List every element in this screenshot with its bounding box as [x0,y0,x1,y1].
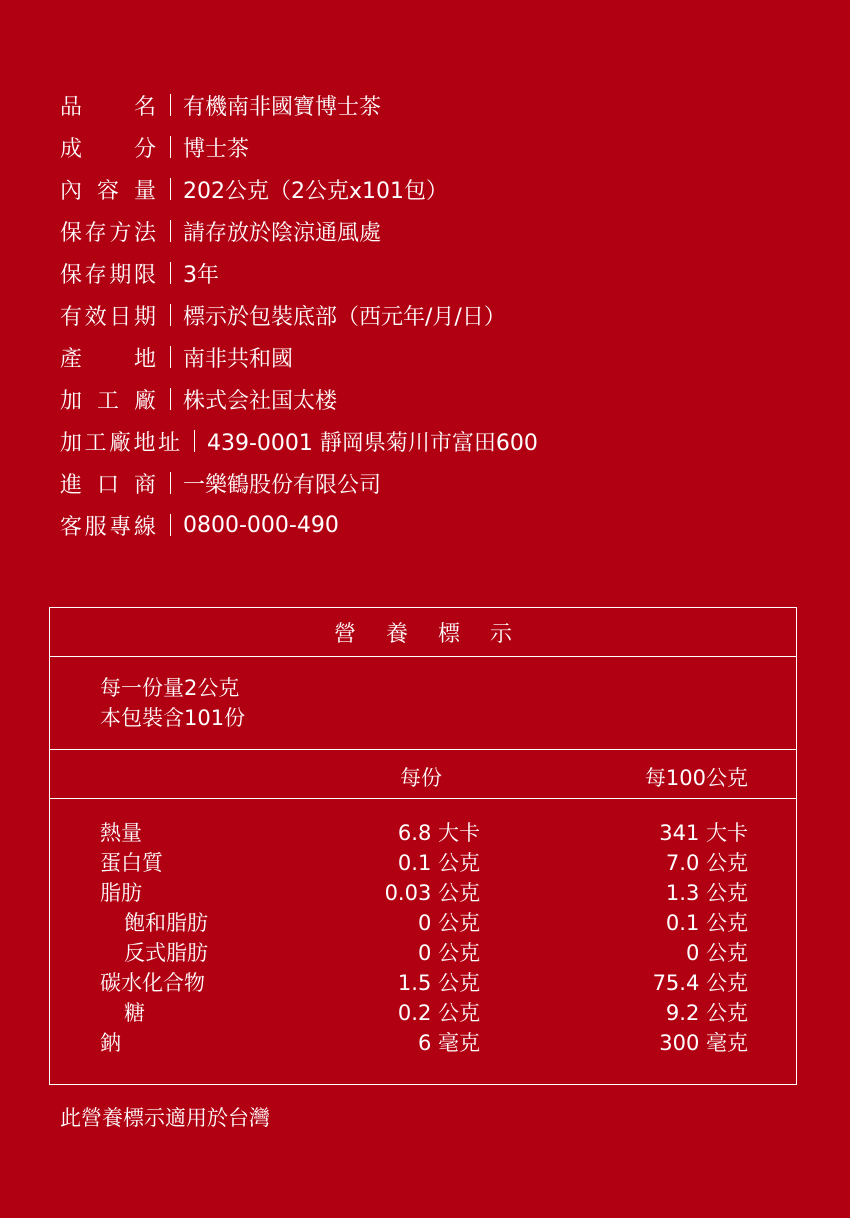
nutrition-rows [50,799,796,1055]
info-row-name [60,84,538,126]
separator [170,472,171,494]
info-label: 內容量 [60,178,156,204]
info-value: 439-0001 靜岡県菊川市富田600 [207,430,538,456]
nutrient-per-100g: 341 大卡 [659,821,748,845]
info-value: 一樂鶴股份有限公司 [183,472,382,498]
nutrient-per-100g: 0.1 公克 [665,911,748,935]
nutrient-per-100g: 0 公克 [685,941,748,965]
nutrient-row-sugar [50,995,796,1025]
nutrient-name: 蛋白質 [100,851,163,875]
separator [170,220,171,242]
separator [170,304,171,326]
nutrient-per-100g: 1.3 公克 [665,881,748,905]
separator [170,388,171,410]
info-row-importer [60,462,538,504]
info-row-content [60,168,538,210]
servings-per-package: 本包裝含101份 [100,706,246,730]
info-row-ingredients [60,126,538,168]
info-value: 3年 [183,262,219,288]
info-value: 請存放於陰涼通風處 [183,220,382,246]
info-value: 有機南非國寶博士茶 [183,94,382,120]
header-per-100g: 每100公克 [644,766,748,790]
info-label: 品名 [60,94,156,120]
nutrition-column-headers [50,750,796,799]
info-row-shelf-life [60,252,538,294]
serving-size: 每一份量2公克 [100,676,240,700]
info-row-expiry [60,294,538,336]
nutrient-name: 飽和脂肪 [124,911,208,935]
nutrient-per-serving: 6 毫克 [417,1031,480,1055]
info-label: 有效日期 [60,304,156,330]
info-label: 產地 [60,346,156,372]
info-row-storage [60,210,538,252]
info-row-origin [60,336,538,378]
nutrient-per-serving: 6.8 大卡 [397,821,480,845]
info-label: 加工廠地址 [60,430,180,456]
info-label: 成分 [60,136,156,162]
nutrient-name: 鈉 [100,1031,121,1055]
nutrient-per-serving: 0 公克 [417,941,480,965]
separator [170,136,171,158]
separator [170,178,171,200]
nutrient-row-trans-fat [50,935,796,965]
separator [170,94,171,116]
nutrient-per-serving: 0.03 公克 [384,881,480,905]
nutrient-row-saturated-fat [50,905,796,935]
nutrient-name: 熱量 [100,821,142,845]
nutrition-title: 營養標示 [50,608,796,657]
nutrient-row-sodium [50,1025,796,1055]
nutrient-per-serving: 0 公克 [417,911,480,935]
separator [194,430,195,452]
nutrient-name: 反式脂肪 [124,941,208,965]
info-value: 202公克（2公克x101包） [183,178,448,204]
nutrient-per-serving: 1.5 公克 [397,971,480,995]
info-row-factory-address [60,420,538,462]
footnote: 此營養標示適用於台灣 [60,1106,270,1130]
info-label: 保存期限 [60,262,156,288]
nutrition-table [49,607,797,1085]
nutrient-per-100g: 7.0 公克 [665,851,748,875]
info-value: 0800-000-490 [183,512,339,538]
info-label: 客服專線 [60,514,156,540]
info-row-service-line [60,504,538,546]
info-label: 進口商 [60,472,156,498]
info-value: 博士茶 [183,136,250,162]
info-value: 南非共和國 [183,346,294,372]
product-info-list [60,84,538,546]
nutrient-name: 碳水化合物 [100,971,205,995]
info-value: 株式会社国太楼 [183,388,338,414]
nutrient-per-100g: 75.4 公克 [652,971,748,995]
nutrient-name: 脂肪 [100,881,142,905]
nutrient-per-100g: 300 毫克 [659,1031,748,1055]
nutrient-row-calories [50,815,796,845]
info-value: 標示於包裝底部（西元年/月/日） [183,304,506,330]
nutrient-per-serving: 0.2 公克 [397,1001,480,1025]
nutrient-row-fat [50,875,796,905]
separator [170,346,171,368]
header-per-serving: 每份 [400,766,442,790]
separator [170,514,171,536]
nutrient-row-carbohydrate [50,965,796,995]
nutrient-row-protein [50,845,796,875]
separator [170,262,171,284]
info-row-factory [60,378,538,420]
info-label: 保存方法 [60,220,156,246]
info-label: 加工廠 [60,388,156,414]
nutrient-per-serving: 0.1 公克 [397,851,480,875]
nutrient-per-100g: 9.2 公克 [665,1001,748,1025]
nutrition-serving-info [50,657,796,750]
nutrient-name: 糖 [124,1001,145,1025]
